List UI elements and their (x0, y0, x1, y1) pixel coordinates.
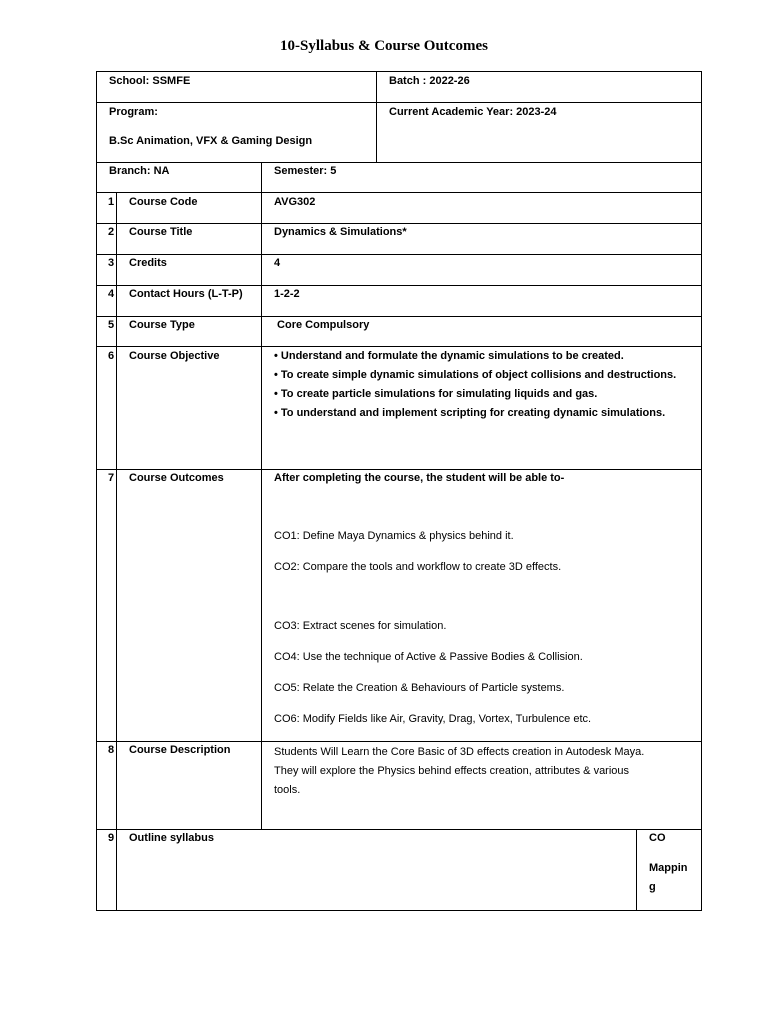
school-cell: School: SSMFE (109, 75, 191, 87)
row-value: Core Compulsory (274, 319, 370, 331)
row-label: Course Objective (129, 350, 220, 362)
row-number: 4 (108, 288, 115, 300)
program-label: Program: (109, 106, 158, 118)
row-value: 4 (274, 257, 281, 269)
row-label: Course Title (129, 226, 193, 238)
co-mapping-header: Mappin (649, 862, 688, 874)
row-label: Course Outcomes (129, 472, 224, 484)
objective-item: • To understand and implement scripting for creating dynamic simulations. (274, 407, 666, 419)
outcome-item: CO2: Compare the tools and workflow to create 3D effects. (274, 561, 562, 573)
row-number: 8 (108, 744, 115, 756)
row-label: Course Type (129, 319, 195, 331)
description-line: tools. (274, 784, 301, 796)
page-title: 10-Syllabus & Course Outcomes (280, 38, 488, 54)
objective-item: • To create simple dynamic simulations of object collisions and destructions. (274, 369, 677, 381)
description-line: Students Will Learn the Core Basic of 3D effects creation in Autodesk Maya. (274, 746, 645, 758)
row-number: 2 (108, 226, 115, 238)
row-number: 9 (108, 832, 115, 844)
row-number: 7 (108, 472, 115, 484)
row-label: Course Description (129, 744, 231, 756)
objectives-list (274, 349, 676, 425)
row-value: AVG302 (274, 196, 316, 208)
outcome-item: CO3: Extract scenes for simulation. (274, 620, 447, 632)
row-label: Course Code (129, 196, 198, 208)
outcome-item: CO5: Relate the Creation & Behaviours of Particle systems. (274, 682, 565, 694)
objective-item: • Understand and formulate the dynamic simulations to be created. (274, 350, 624, 362)
course-description (274, 743, 644, 800)
outcome-item: CO4: Use the technique of Active & Passive Bodies & Collision. (274, 651, 583, 663)
row-value: Dynamics & Simulations* (274, 226, 407, 238)
row-number: 3 (108, 257, 115, 269)
outcome-item: CO6: Modify Fields like Air, Gravity, Drag, Vortex, Turbulence etc. (274, 713, 592, 725)
outcomes-intro: After completing the course, the student will be able to- (274, 472, 565, 484)
academic-year-cell: Current Academic Year: 2023-24 (389, 106, 557, 118)
row-label: Outline syllabus (129, 832, 214, 844)
program-name: B.Sc Animation, VFX & Gaming Design (109, 135, 313, 147)
row-number: 5 (108, 319, 115, 331)
objective-item: • To create particle simulations for simulating liquids and gas. (274, 388, 598, 400)
row-label: Contact Hours (L-T-P) (129, 288, 243, 300)
row-number: 1 (108, 196, 115, 208)
row-value: 1-2-2 (274, 288, 300, 300)
description-line: They will explore the Physics behind effects creation, attributes & various (274, 765, 630, 777)
outcome-item: CO1: Define Maya Dynamics & physics behind it. (274, 530, 514, 542)
co-mapping-header: g (649, 881, 656, 893)
row-number: 6 (108, 350, 115, 362)
row-label: Credits (129, 257, 167, 269)
branch-cell: Branch: NA (109, 165, 170, 177)
semester-cell: Semester: 5 (274, 165, 337, 177)
batch-cell: Batch : 2022-26 (389, 75, 470, 87)
co-mapping-header: CO (649, 832, 666, 844)
